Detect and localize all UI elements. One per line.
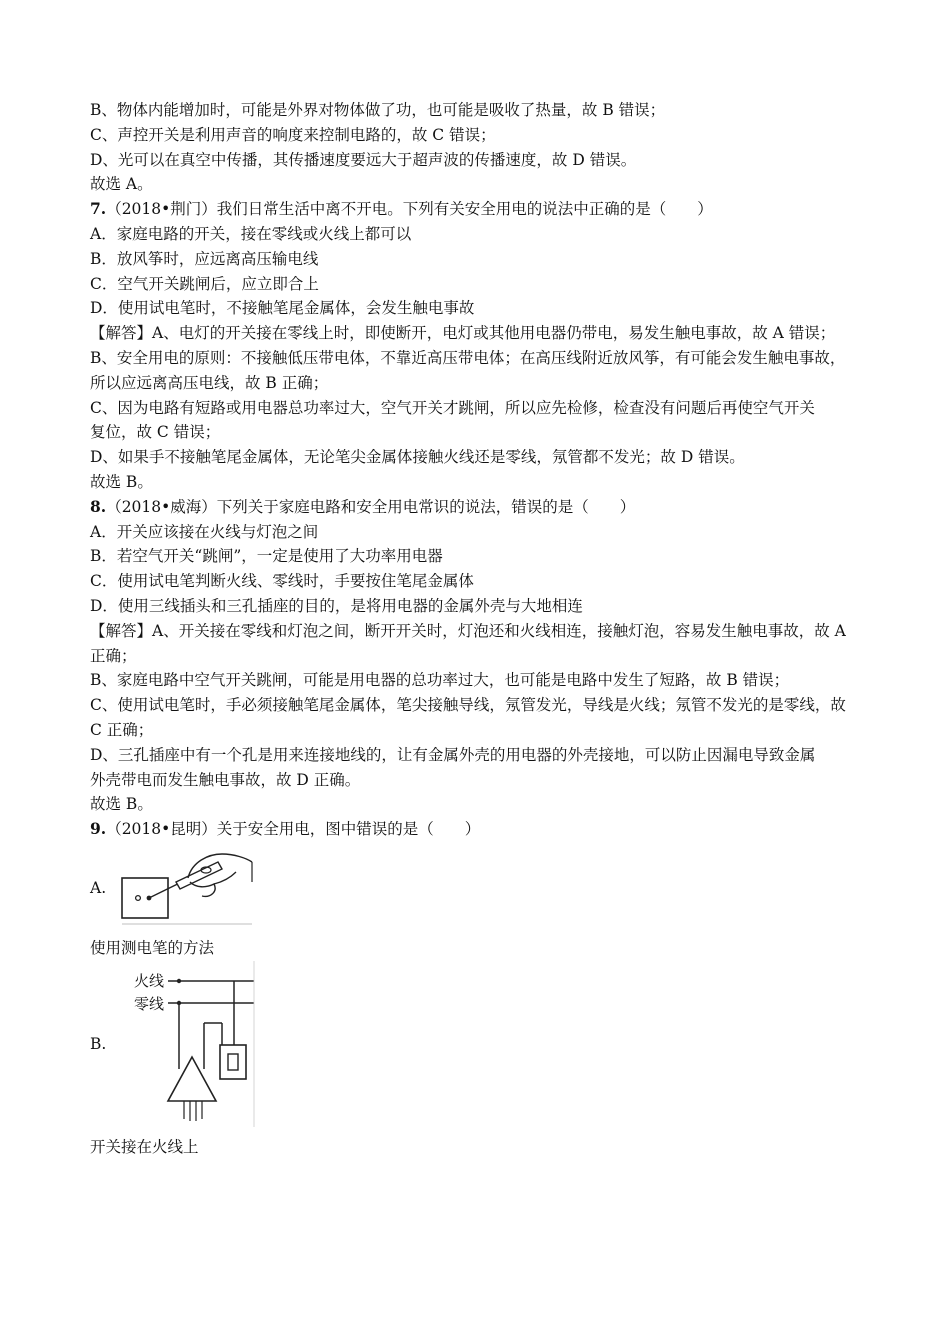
q8-answer-text-1: A、开关接在零线和灯泡之间，断开开关时，灯泡还和火线相连，接触灯泡，容易发生触电事故，故 A [152, 621, 846, 640]
q9-stem-text: （2018•昆明）关于安全用电，图中错误的是（ ） [106, 820, 481, 839]
q7-answer-line-4: C、因为电路有短路或用电器总功率过大，空气开关才跳闸，所以应先检修，检查没有问题后再使空气开关 [90, 398, 815, 417]
q7-stem-text: （2018•荆门）我们日常生活中离不开电。下列有关安全用电的说法中正确的是（ ） [106, 200, 713, 219]
q6-conclusion: 故选 A。 [90, 175, 153, 194]
q7-option-b: B．放风筝时，应远离高压输电线 [90, 249, 319, 268]
q6-answer-b: B、物体内能增加时，可能是外界对物体做了功，也可能是吸收了热量，故 B 错误； [90, 101, 666, 119]
q6-answer-d: D、光可以在真空中传播，其传播速度要远大于超声波的传播速度，故 D 错误。 [90, 150, 637, 169]
test-pen-figure [118, 848, 254, 928]
q7-number: 7. [90, 199, 107, 219]
q7-answer-line-2: B、安全用电的原则：不接触低压带电体，不靠近高压带电体；在高压线附近放风筝，有可能会发生触电事故， [90, 348, 846, 367]
live-wire-label: 火线 [134, 971, 165, 990]
q8-option-b: B．若空气开关“跳闸”，一定是使用了大功率用电器 [90, 547, 443, 566]
q8-answer-line-4: C、使用试电笔时，手必须接触笔尾金属体，笔尖接触导线，氖管发光，导线是火线；氖管不发光的是零线，故 [90, 696, 846, 715]
q9-option-a-label: A. [90, 878, 107, 897]
q7-answer-line-6: D、如果手不接触笔尾金属体，无论笔尖金属体接触火线还是零线，氖管都不发光；故 D 错误。 [90, 448, 745, 467]
socket-plate [122, 878, 168, 918]
q7-answer-line-5: 复位，故 C 错误； [90, 423, 221, 442]
q7-answer-head: 【解答】 [90, 324, 153, 343]
hand-fingers [190, 882, 215, 896]
q8-answer-line-3: B、家庭电路中空气开关跳闸，可能是用电器的总功率过大，也可能是电路中发生了短路，故 B 错误； [90, 671, 790, 690]
q9-stem [90, 817, 880, 842]
q9-option-a-caption: 使用测电笔的方法 [90, 938, 215, 957]
q8-answer-line-2: 正确； [90, 646, 137, 665]
q7-conclusion: 故选 B。 [90, 472, 153, 491]
q8-conclusion: 故选 B。 [90, 795, 153, 814]
q9-option-b-label: B. [90, 1034, 107, 1053]
q8-answer-head: 【解答】 [90, 621, 153, 640]
q7-option-a: A．家庭电路的开关，接在零线或火线上都可以 [90, 224, 412, 243]
q7-option-d: D．使用试电笔时，不接触笔尾金属体，会发生触电事故 [90, 299, 475, 318]
q9-option-b [90, 961, 880, 1127]
q8-answer-line-5: C 正确； [90, 720, 154, 739]
lamp-shade [168, 1057, 216, 1101]
q8-option-a: A．开关应该接在火线与灯泡之间 [90, 522, 319, 541]
wall-switch [220, 1045, 246, 1079]
q7-answer-line-1 [90, 321, 880, 346]
document-page [90, 98, 880, 1160]
q8-stem [90, 495, 880, 520]
q7-option-c: C．空气开关跳闸后，应立即合上 [90, 274, 319, 293]
q8-answer-line-1 [90, 619, 880, 644]
q6-answer-c: C、声控开关是利用声音的响度来控制电路的，故 C 错误； [90, 125, 496, 144]
switch-wiring-figure [118, 961, 258, 1127]
q8-answer-line-7: 外壳带电而发生触电事故，故 D 正确。 [90, 770, 361, 789]
q8-answer-line-6: D、三孔插座中有一个孔是用来连接地线的，让有金属外壳的用电器的外壳接地，可以防止因漏电导致金属 [90, 745, 816, 764]
hand-thumb [214, 872, 236, 884]
socket-hole-left [136, 896, 141, 901]
q8-option-c: C．使用试电笔判断火线、零线时，手要按住笔尾金属体 [90, 572, 474, 591]
q7-answer-line-3: 所以应远离高压电线，故 B 正确； [90, 373, 329, 392]
q9-option-b-caption: 开关接在火线上 [90, 1137, 199, 1156]
q8-number: 8. [90, 496, 107, 516]
q8-option-d: D．使用三线插头和三孔插座的目的，是将用电器的金属外壳与大地相连 [90, 596, 583, 615]
q9-number: 9. [90, 819, 107, 839]
q7-stem [90, 197, 880, 222]
q7-answer-text-1: A、电灯的开关接在零线上时，即使断开，电灯或其他用电器仍带电，易发生触电事故，故 A 错误； [152, 324, 836, 343]
q8-stem-text: （2018•威海）下列关于家庭电路和安全用电常识的说法，错误的是（ ） [106, 497, 636, 516]
q9-option-a [90, 848, 880, 928]
neutral-wire-label: 零线 [134, 994, 165, 1013]
live-wire-node [177, 979, 181, 983]
